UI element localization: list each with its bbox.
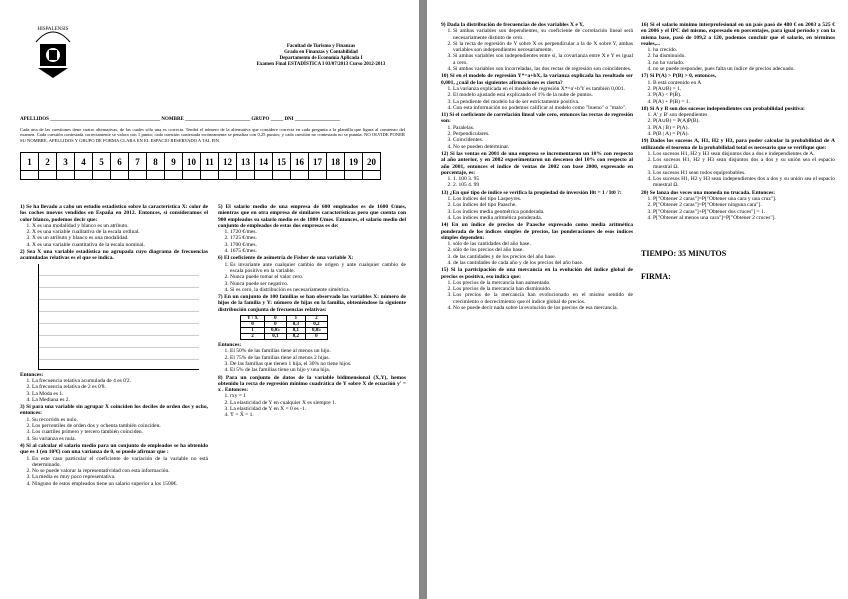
question <box>20 204 208 248</box>
answer-option: 2. El 75% de las familias tiene al menos 2 hijas. <box>230 355 406 361</box>
option-list <box>641 151 835 189</box>
answer-option: 2. Perpendiculares. <box>453 131 633 137</box>
answer-option: 1. 1. 100 3. 95 <box>453 176 633 182</box>
signature-label: FIRMA: <box>641 272 671 282</box>
answer-box[interactable] <box>219 171 237 180</box>
answer-box[interactable] <box>183 171 201 180</box>
answer-option: 2. ha disminuido. <box>653 53 835 59</box>
option-list <box>20 223 208 248</box>
question-stem: 3) Si para una variable sin agrupar X coinciden los deciles de orden dos y ocho, entonces: <box>20 404 208 417</box>
question <box>641 106 835 137</box>
answer-number: 19 <box>345 153 363 171</box>
time-label: TIEMPO: 35 MINUTOS <box>641 249 727 259</box>
question-stem: 17) Si P(A) > P(B) > 0, entonces, <box>641 73 717 80</box>
question <box>441 112 633 150</box>
answer-option: 1. B está contenido en A <box>653 80 835 86</box>
table-cell: 0,05 <box>305 328 327 334</box>
answer-option: 4. Si ambas variables son incorreladas, las dos rectas de regresión son coincidentes. <box>453 66 633 72</box>
answer-option: 1. La varianza explicada en el modelo de regresión X*=a'+b'Y es también 0,001. <box>453 86 633 92</box>
answer-box[interactable] <box>165 171 183 180</box>
answer-option: 2. Los precios de la mercancía han disminuido. <box>453 286 633 292</box>
answer-number: 5 <box>93 153 111 171</box>
answer-number: 11 <box>201 153 219 171</box>
option-list <box>641 80 835 105</box>
question-stem: 15) Si la participación de una mercancía en la evolución del índice global de precios es positiva, eso indica que: <box>441 267 633 280</box>
question <box>218 204 406 254</box>
answer-number: 9 <box>165 153 183 171</box>
answer-option: 4. Si es cero, la distribución es necesariamente simétrica. <box>230 287 406 293</box>
option-list <box>441 28 633 72</box>
answer-box[interactable] <box>273 171 291 180</box>
answer-box[interactable] <box>93 171 111 180</box>
answer-number: 7 <box>129 153 147 171</box>
question <box>641 138 835 188</box>
answer-option: 3. Si ambas variables son independientes entre sí, la covarianza entre X e Y es igual a cero. <box>453 53 633 66</box>
table-cell: 2 <box>241 334 265 340</box>
answer-number: 10 <box>183 153 201 171</box>
answer-box[interactable] <box>363 171 381 180</box>
answer-option: 4. No se puede decir nada sobre la evolución de los precios de esa mercancía. <box>453 305 633 311</box>
exam-title: Examen Final ESTADÍSTICA I 03/07/2013 Curso 2012-2013 <box>256 62 386 67</box>
question <box>218 255 406 293</box>
question-stem: 14) En un índice de precios de Paasche expresado como media aritmética ponderada de los índices simples de precios, las ponderaciones de esos índices simples dependen: <box>441 222 633 241</box>
answer-option: 2. Nunca puede tomar el valor cero. <box>230 274 406 280</box>
option-list <box>218 229 406 254</box>
answer-number: 3 <box>57 153 75 171</box>
question <box>20 443 208 487</box>
answer-box[interactable] <box>327 171 345 180</box>
question-stem: 2) Sea X una variable estadística no agrupada cuyo diagrama de frecuencias acumuladas relativas es el que se indica. <box>20 249 208 262</box>
question-stem: 5) El salario medio de una empresa de 600 empleados es de 1600 €/mes, mientras que en otra empresa de similares características pero que cuenta con 900 empleados su salario medio es de 1800 €/mes. Entonces, el salario medio del conjunto de empleados de estas dos empresas es de: <box>218 204 406 229</box>
question <box>641 22 835 72</box>
answer-option: 2. Los percentiles de orden dos y ochenta también coinciden. <box>32 423 208 429</box>
table-cell: 0,2 <box>286 334 305 340</box>
question <box>20 249 208 262</box>
university-seal-logo <box>28 20 78 80</box>
option-list <box>20 456 208 487</box>
option-list <box>20 378 208 403</box>
answer-number: 20 <box>363 153 381 171</box>
question-stem: 19) Dados los sucesos A, H1, H2 y H3, para poder calcular la probabilidad de A utilizando el teorema de la probabilidad total es necesario que se verifique que: <box>641 138 835 151</box>
table-header-cell: 1 <box>286 316 305 322</box>
answer-option: 3. Los precios de la mercancía han evolucionado en el mismo sentido de crecimiento o decrecimiento que el índice global de precios. <box>453 292 633 305</box>
answer-option: 2. Los índices del tipo Paasche. <box>453 202 633 208</box>
question <box>218 342 406 373</box>
table-cell: 0,05 <box>264 328 286 334</box>
table-cell: 0,3 <box>286 322 305 328</box>
question <box>441 267 633 311</box>
option-list <box>441 196 633 221</box>
table-corner: Y \ X <box>241 316 265 322</box>
answer-option: 4. Con esta información no podemos calificar al modelo como "bueno" o "malo". <box>453 105 633 111</box>
question-stem: 6) El coeficiente de asimetría de Fisher de una variable X: <box>218 255 354 262</box>
answer-option: 4. P(A) + P(B) = 1. <box>653 99 835 105</box>
answer-option: 2. 1725 €/mes. <box>230 235 406 241</box>
questions-column-4 <box>641 22 835 281</box>
questions-column-3 <box>441 22 633 312</box>
option-list <box>441 241 633 266</box>
question <box>441 151 633 189</box>
svg-text:HISPALENSIS: HISPALENSIS <box>37 27 69 32</box>
answer-option: 3. La media es muy poco representativa. <box>32 474 208 480</box>
questions-column-1 <box>20 204 208 488</box>
answer-option: 4. No se pueden determinar. <box>453 144 633 150</box>
answer-option: 2. Los sucesos H1, H2 y H3 sean disjuntos dos a dos y su unión sea el espacio muestral Ω. <box>653 157 835 170</box>
option-list <box>20 417 208 442</box>
faculty-name: Facultad de Turismo y Finanzas <box>286 44 356 49</box>
answer-option: 2. P(A∪B) = P(A)P(B). <box>653 118 835 124</box>
question <box>441 222 633 266</box>
answer-option: 1. El 50% de las familias tiene al menos un hijo. <box>230 348 406 354</box>
answer-option: 1. Paralelas. <box>453 125 633 131</box>
answer-option: 4. P["Obtener al menos una cara"]=P["Obtener 2 cruces"]. <box>653 215 835 221</box>
answer-option: 1. Los sucesos H1, H2 y H3 sean disjuntos dos a dos e independientes de A. <box>653 151 835 157</box>
answer-option: 2. X es una variable cualitativa de la escala ordinal. <box>32 229 208 235</box>
answer-option: 3. Coincidentes. <box>453 137 633 143</box>
answer-option: 3. Los sucesos H1 sean todos equiprobables. <box>653 170 835 176</box>
answer-option: 4. Los índices media aritmética ponderada. <box>453 215 633 221</box>
answer-box[interactable] <box>129 171 147 180</box>
answer-option: 3. no ha variado. <box>653 60 835 66</box>
answer-option: 4. 1675 €/mes. <box>230 248 406 254</box>
option-list <box>441 86 633 111</box>
answer-option: 1. A' y B' son dependientes <box>653 112 835 118</box>
table-cell: 1 <box>241 328 265 334</box>
answer-option: 1. Es invariante ante cualquier cambio de origen y ante cualquier cambio de escala positivo en la variable. <box>230 262 406 275</box>
question-stem: Entonces: <box>218 342 242 349</box>
answer-option: 1. 1720 €/mes. <box>230 229 406 235</box>
answer-option: 2. P["Obtener 2 caras"]=P["Obtener ninguna cara"]. <box>653 202 835 208</box>
answer-option: 3. de las cantidades y de los precios del año base. <box>453 254 633 260</box>
option-list <box>218 262 406 293</box>
answer-option: 2. El modelo ajustado está explicando el 1% de la nube de puntos. <box>453 92 633 98</box>
answer-box[interactable] <box>57 171 75 180</box>
answer-option: 2. 2. 105 4. 99 <box>453 182 633 188</box>
answer-option: 1. En este caso particular el coeficiente de variación de la variable no está determinado. <box>32 456 208 469</box>
answer-option: 3. P(Ā) < P(B̄). <box>653 92 835 98</box>
question-stem: 16) Si el salario mínimo interprofesional en un país pasó de 480 € en 2003 a 525 € en 2006 y el IPC del mismo, expresado en porcentajes, para igual período y con la misma base, pasó de 109,2 a 120, podemos concluir que el salario, en términos reales,... <box>641 22 835 47</box>
question-stem: 4) Si al calcular el salario medio para un conjunto de empleados se ha obtenido que es 1 (en 10³€) con una varianza de 0, se puede afirmar que : <box>20 442 208 456</box>
question-stem: 20) Se lanza dos veces una moneda no trucada. Entonces: <box>641 189 776 196</box>
question-stem: 11) Si el coeficiente de correlación lineal vale cero, entonces las rectas de regresión son: <box>441 112 633 125</box>
answer-option: 3. La pendiente del modelo ha de ser estrictamente positiva. <box>453 99 633 105</box>
answer-number: 18 <box>327 153 345 171</box>
question-stem: 8) Para un conjunto de datos de la variable bidimensional (X,Y), hemos obtenido la recta de regresión mínimo cuadrática de Y sobre X de ecuación y' = x . Entonces: <box>218 374 406 394</box>
answer-option: 4. El 5% de las familias tiene un hijo y una hija. <box>230 367 406 373</box>
questions-column-2 <box>218 204 406 420</box>
answer-option: 3. Los índices media geométrica ponderada. <box>453 209 633 215</box>
question <box>218 375 406 419</box>
table-header-cell: 2 <box>305 316 327 322</box>
answer-box[interactable] <box>75 171 93 180</box>
question-stem: 18) Si A y B son dos sucesos independientes con probabilidad positiva: <box>641 105 805 112</box>
option-list <box>441 176 633 189</box>
answer-number: 17 <box>309 153 327 171</box>
answer-option: 1. sólo de las cantidades del año base. <box>453 241 633 247</box>
answer-number: 2 <box>39 153 57 171</box>
answer-number: 16 <box>291 153 309 171</box>
cumulative-frequency-diagram <box>38 264 199 370</box>
exam-page-1 <box>0 0 419 599</box>
question <box>441 22 633 72</box>
answer-option: 4. no se puede responder, pues falta un índice de precios adecuado. <box>653 66 835 72</box>
exam-page-2 <box>427 0 848 599</box>
answer-box[interactable] <box>201 171 219 180</box>
option-list <box>218 393 406 418</box>
answer-box[interactable] <box>147 171 165 180</box>
answer-number: 14 <box>255 153 273 171</box>
question-stem: 1) Se ha llevado a cabo un estudio estadístico sobre la característica X: color de los coches nuevos vendidos en España en 2012. Entonces, si consideramos el color blanco, podemos decir que: <box>20 204 208 223</box>
question <box>441 73 633 111</box>
answer-option: 4. Su varianza es nula. <box>32 436 208 442</box>
answer-option: 1. Su recorrido es nulo. <box>32 417 208 423</box>
answer-option: 3. Nunca puede ser negativo. <box>230 281 406 287</box>
answer-option: 2. No se puede valorar la representatividad con esta información. <box>32 468 208 474</box>
answer-box[interactable] <box>345 171 363 180</box>
joint-frequency-table <box>240 315 328 340</box>
answer-option: 1. Si ambas variables son dependientes, su coeficiente de correlación lineal será necesariamente distinto de cero. <box>453 28 633 41</box>
answer-box[interactable] <box>39 171 57 180</box>
answer-number: 8 <box>147 153 165 171</box>
answer-box[interactable] <box>291 171 309 180</box>
answer-option: 1. X es una modalidad y blanco es un atributo. <box>32 223 208 229</box>
table-cell: 0 <box>305 334 327 340</box>
answer-option: 1. Los índices del tipo Laspeyres. <box>453 196 633 202</box>
answer-option: 4. Ninguno de estos empleados tiene un salario superior a los 1500€. <box>32 481 208 487</box>
answer-option: 4. de las cantidades de cada año y de los precios del año base. <box>453 260 633 266</box>
answer-number: 12 <box>219 153 237 171</box>
instructions: Cada una de las cuestiones tiene cuatro alternativas, de las cuales sólo una es correcta. Tendrá el número de la alternativa que considere correcta en cada pregunta a la plantilla que figura al comienzo del examen. Cada cuestión contestada correctamente se valora con 1 punto; cada cuestión contestada erróneamente se penaliza con 0,25 puntos; y cada cuestión no contestada no se puntúa. NO OLVIDE PONER SU NOMBRE, APELLIDOS Y GRUPO DE FORMA CLARA EN EL ESPACIO RESERVADO A TAL FIN. <box>20 127 405 143</box>
answer-grid <box>20 152 381 180</box>
table-cell: 0,1 <box>286 328 305 334</box>
answer-box[interactable] <box>255 171 273 180</box>
option-list <box>641 112 835 137</box>
answer-option: 3. La elasticidad de Y en X = 0 es -1. <box>230 406 406 412</box>
answer-number: 1 <box>21 153 39 171</box>
answer-option: 3. X es un atributo y blanco es una modalidad. <box>32 235 208 241</box>
table-cell: 0 <box>241 322 265 328</box>
question <box>218 294 406 313</box>
answer-option: 1. Los precios de la mercancía han aumentado. <box>453 280 633 286</box>
table-cell: 0,1 <box>264 334 286 340</box>
answer-option: 3. La Moda es 1. <box>32 391 208 397</box>
option-list <box>441 280 633 311</box>
answer-option: 3. P(A | B) = P(A). <box>653 125 835 131</box>
department-name: Departamento de Economía Aplicada I <box>279 56 363 61</box>
question-stem: 12) Si las ventas en 2001 de una empresa se incrementaron un 10% con respecto al año anterior, y en 2002 experimentaron un descenso del 10% con respecto al año 2001, entonces el índice de ventas de 2002 con base 2000, expresado en porcentaje, es: <box>441 150 633 176</box>
answer-option: 2. sólo de los precios del año base. <box>453 247 633 253</box>
question-stem: Entonces: <box>20 371 44 378</box>
student-fields: APELLIDOS ____________________________________________ NOMBRE __________________________ GRUPO _____ DNI __________________ <box>20 117 340 122</box>
table-cell: 0,2 <box>305 322 327 328</box>
answer-option: 4. La Mediana es 2. <box>32 397 208 403</box>
answer-box[interactable] <box>309 171 327 180</box>
answer-number: 6 <box>111 153 129 171</box>
question-stem: 13) ¿En qué tipo de índice se verifica la propiedad de inversión I0t = 1 / It0 ?: <box>441 189 622 196</box>
answer-option: 1. rxy = 1 <box>230 393 406 399</box>
answer-option: 4. X es una variable cuantitativa de la escala nominal. <box>32 242 208 248</box>
answer-option: 3. 1700 €/mes. <box>230 242 406 248</box>
answer-option: 1. ha crecido. <box>653 47 835 53</box>
answer-option: 2. La elasticidad de Y en cualquier X es siempre 1. <box>230 400 406 406</box>
answer-option: 4. Ȳ = X̄ = 1. <box>230 412 406 418</box>
answer-number: 4 <box>75 153 93 171</box>
question-stem: 7) En un conjunto de 100 familias se han observado las variables X: número de hijos de la familia y Y: número de hijas en la familia, obteniéndose la siguiente distribución conjunta de frecuencias relativas: <box>218 294 406 313</box>
question-stem: 10) Si en el modelo de regresión Y*=a+bX, la varianza explicada ha resultado ser 0,001, ¿cuál de las siguientes afirmaciones es cierta? <box>441 73 633 86</box>
answer-option: 2. La frecuencia relativa de 2 es 0'8. <box>32 384 208 390</box>
answer-number: 15 <box>273 153 291 171</box>
degree-name: Grado en Finanzas y Contabilidad <box>284 50 358 55</box>
option-list <box>641 196 835 221</box>
answer-box[interactable] <box>237 171 255 180</box>
answer-number: 13 <box>237 153 255 171</box>
answer-option: 2. P(A∪B) = 1. <box>653 86 835 92</box>
question-stem: 9) Dada la distribución de frecuencias de dos variables X e Y, <box>441 22 584 28</box>
answer-option: 1. P["Obtener 2 caras"]=P["Obtener una cara y una cruz"]. <box>653 196 835 202</box>
answer-box[interactable] <box>21 171 39 180</box>
answer-option: 1. La frecuencia relativa acumulada de 4 es 0'2. <box>32 378 208 384</box>
answer-option: 3. P["Obtener 2 caras"]+P["Obtener dos cruces"] = 1. <box>653 209 835 215</box>
answer-option: 3. Los cuartiles primero y tercero también coinciden. <box>32 429 208 435</box>
answer-option: 4. Los sucesos H1, H2 y H3 sean independientes dos a dos y su unión sea el espacio muestral Ω. <box>653 176 835 189</box>
option-list <box>641 47 835 72</box>
answer-option: 3. De las familias que tienen 1 hija, el 30% no tiene hijos. <box>230 361 406 367</box>
question <box>441 190 633 221</box>
table-header-cell: 0 <box>264 316 286 322</box>
question <box>641 190 835 221</box>
table-cell: 0 <box>264 322 286 328</box>
option-list <box>441 125 633 150</box>
answer-option: 2. Si la recta de regresión de Y sobre X es perpendicular a la de X sobre Y, ambas variables son independientes necesariamente. <box>453 41 633 54</box>
option-list <box>218 348 406 373</box>
answer-option: 4. P(B | A) = P(A). <box>653 131 835 137</box>
question <box>641 73 835 104</box>
answer-box[interactable] <box>111 171 129 180</box>
question <box>20 404 208 442</box>
question <box>20 372 208 403</box>
exam-header <box>246 44 396 68</box>
